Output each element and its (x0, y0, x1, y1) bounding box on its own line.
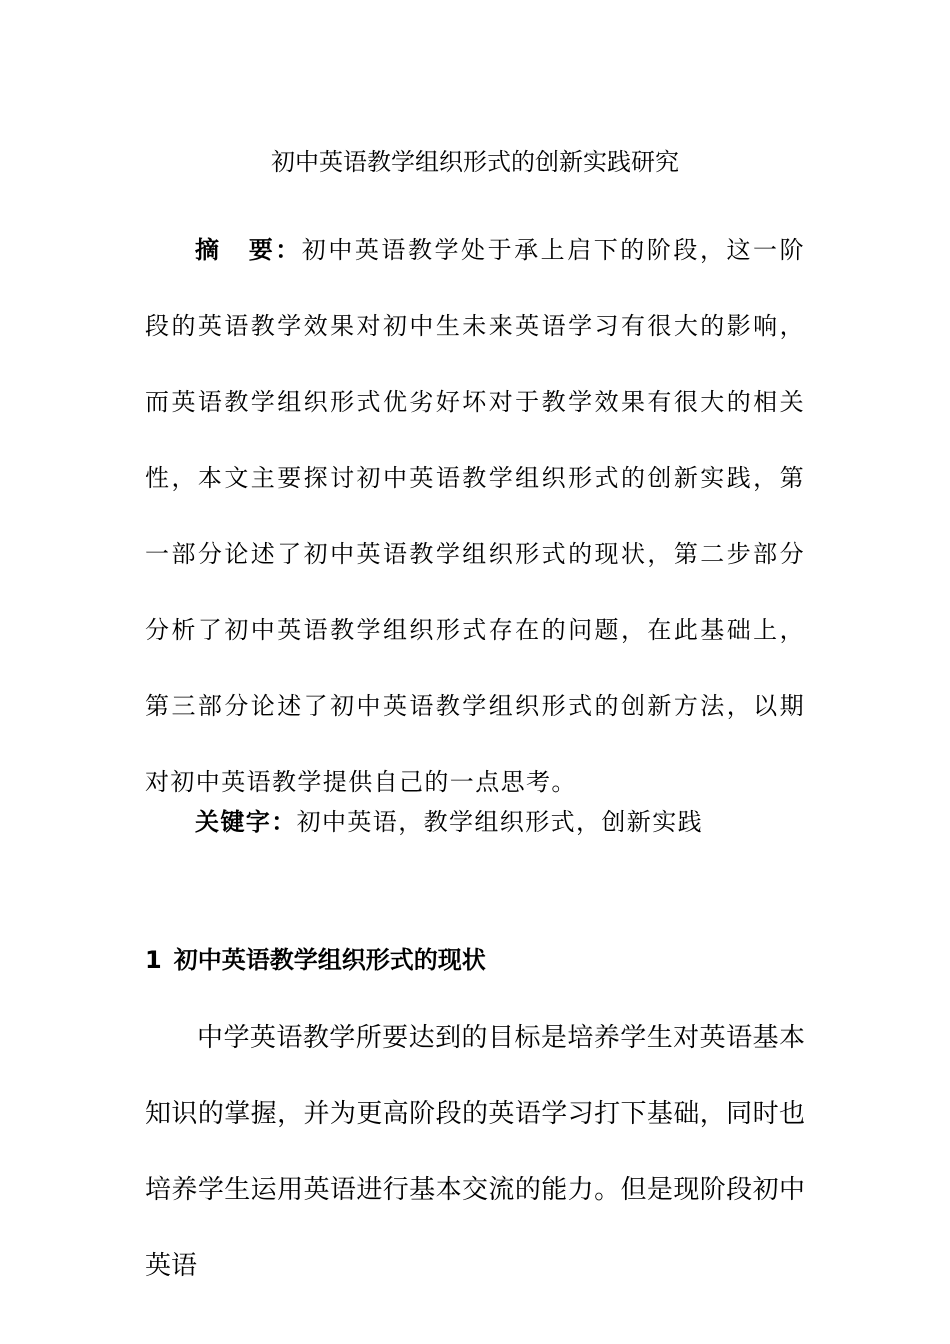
abstract-label (195, 236, 302, 264)
keywords-label: 关键字： (195, 808, 297, 836)
abstract-paragraph (145, 212, 805, 820)
section-paragraph: 中学英语教学所要达到的目标是培养学生对英语基本知识的掌握，并为更高阶段的英语学习打下基础，同时也培养学生运用英语进行基本交流的能力。但是现阶段初中英语 (145, 1023, 805, 1281)
abstract-text: 初中英语教学处于承上启下的阶段，这一阶段的英语教学效果对初中生未来英语学习有很大的影响，而英语教学组织形式优劣好坏对于教学效果有很大的相关性，本文主要探讨初中英语教学组织形式的创新实践，第一部分论述了初中英语教学组织形式的现状，第二步部分分析了初中英语教学组织形式存在的问题，在此基础上，第三部分论述了初中英语教学组织形式的创新方法，以期对初中英语教学提供自己的一点思考。 (145, 236, 805, 796)
section-heading-text: 初中英语教学组织形式的现状 (173, 946, 486, 974)
keywords-line (195, 802, 703, 842)
keywords-text: 初中英语，教学组织形式，创新实践 (296, 808, 704, 836)
section-number: 1 (145, 946, 162, 974)
section-heading (145, 940, 486, 980)
abstract-label-second: 要： (247, 236, 302, 264)
abstract-label-first: 摘 (195, 236, 222, 264)
document-title: 初中英语教学组织形式的创新实践研究 (271, 148, 679, 176)
